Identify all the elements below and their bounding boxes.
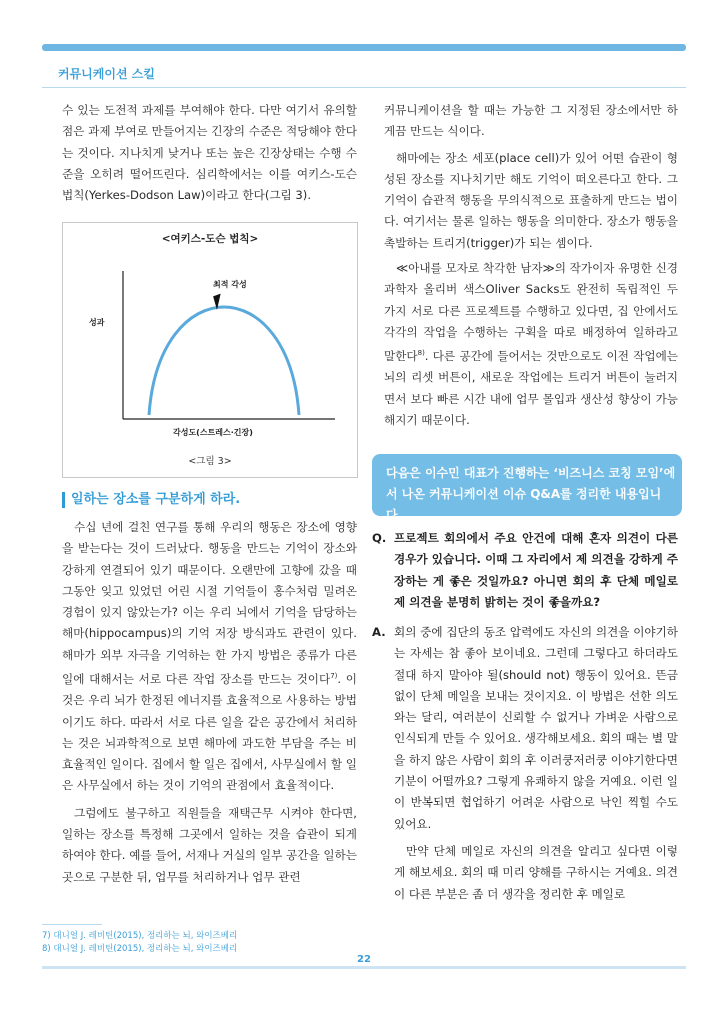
left-column-bottom <box>62 517 357 888</box>
figure-chart <box>63 223 357 477</box>
answer-marker: A. <box>372 625 386 639</box>
right-paragraph-3: ≪아내를 모자로 착각한 남자≫의 작가이자 유명한 신경과학자 올리버 색스Oliver Sacks도 완전히 독립적인 두 가지 서로 다른 프로젝트를 수행하고 있다면, 집 안에서도 각각의 작업을 수행하는 구획을 따로 배정하여 일하라고 말한다$^{8)}$. 다른 공간에 들어서는 것만으로도 이전 작업에는 뇌의 리셋 버튼이, 새로운 작업에는 트리거 버튼이 눌러지면서 보다 빠른 시간 내에 업무 몰입과 생산성 향상이 가능해지기 때문이다. <box>384 261 678 428</box>
performance-curve <box>149 307 299 415</box>
left-paragraph-1: 수 있는 도전적 과제를 부여해야 한다. 다만 여기서 유의할 점은 과제 부여로 만들어지는 긴장의 수준은 적당해야 한다는 것이다. 지나치게 낮거나 또는 높은 긴장상태는 수행 수준을 오히려 떨어뜨린다. 심리학에서는 이를 여키스-도슨 법칙(Yerkes-Dodson Law)이라고 한다(그림 3). <box>62 103 357 203</box>
answer-body <box>394 622 678 905</box>
right-column-top <box>384 100 678 431</box>
y-axis-label: 성과 <box>89 318 105 327</box>
x-axis-label: 각성도(스트레스·긴장) <box>173 428 253 437</box>
footnotes <box>42 930 237 956</box>
question-marker: Q. <box>372 531 387 545</box>
right-paragraph-2: 해마에는 장소 세포(place cell)가 있어 어떤 습관이 형성된 장소를 지나치기만 해도 기억이 떠오른다고 한다. 그 기억이 습관적 행동을 무의식적으로 표출하게 만드는 법이다. 여기서는 물론 일하는 행동을 의미한다. 장소가 행동을 촉발하는 트리거(trigger)가 되는 셈이다. <box>384 150 678 250</box>
footnote-ref-8: 8) <box>417 349 425 358</box>
answer-paragraph-1: 회의 중에 집단의 동조 압력에도 자신의 의견을 이야기하는 자세는 참 좋아 보이네요. 그런데 그렇다고 하더라도 절대 하지 말아야 될(should not) 행동이 있어요. 뜬금없이 단체 메일을 보내는 것이지요. 이 방법은 선한 의도와는 달리, 여러분이 신뢰할 수 없거나 가벼운 사람으로 인식되게 만들 수 있어요. 생각해보세요. 회의 때는 별 말을 하지 않은 사람이 회의 후 이러쿵저러쿵 이야기한다면 기분이 어떨까요? 그렇게 유쾌하지 않을 거예요. 이런 일이 반복되면 협업하기 어려운 사람으로 낙인 찍힐 수도 있어요. <box>394 625 678 831</box>
bottom-rule <box>42 966 686 969</box>
left-paragraph-2: 수십 년에 걸친 연구를 통해 우리의 행동은 장소에 영향을 받는다는 것이 드러났다. 행동을 만드는 기억이 장소와 강하게 연결되어 있기 때문이다. 오랜만에 고향에 갔을 때 그동안 잊고 있었던 어린 시절 기억들이 홍수처럼 밀려온 경험이 있지 않았는가? 이는 우리 뇌에서 기억을 담당하는 해마(hippocampus)의 기억 저장 방식과도 관련이 있다. 해마가 외부 자극을 기억하는 한 가지 방법은 종류가 다른 일에 대해서는 서로 다른 작업 장소를 만드는 것이다$^{7)}$. 이것은 우리 뇌가 한정된 에너지를 효율적으로 사용하는 방법이기도 하다. 따라서 서로 다른 일을 같은 공간에서 처리하는 것은 뇌과학적으로 보면 해마에 과도한 부담을 주는 비효율적인 일이다. 집에서 할 일은 집에서, 사무실에서 할 일은 사무실에서 하는 것이 기억의 관점에서 효율적이다. <box>62 520 357 793</box>
question-block <box>372 528 678 613</box>
subheading: 일하는 장소를 구분하게 하라. <box>62 492 240 508</box>
left-column-top <box>62 100 357 206</box>
footnote-7: 7) 대니얼 J. 레비틴(2015), 정리하는 뇌, 와이즈베리 <box>42 931 238 941</box>
qa-callout-box <box>372 454 682 522</box>
figure-title: <여키스-도슨 법칙> <box>161 233 259 245</box>
question-text: 프로젝트 회의에서 주요 안건에 대해 혼자 의견이 다른 경우가 있습니다. 이때 그 자리에서 제 의견을 강하게 주장하는 게 좋은 것일까요? 아니면 회의 후 단체 메일로 제 의견을 분명히 밝히는 것이 좋을까요? <box>394 531 678 609</box>
top-accent-bar <box>42 44 686 51</box>
yerkes-dodson-figure <box>62 222 358 478</box>
figure-caption: <그림 3> <box>188 456 232 467</box>
answer-block <box>372 622 678 905</box>
header-divider <box>42 87 686 88</box>
footnote-divider <box>42 924 102 925</box>
callout-text: 다음은 이수민 대표가 진행하는 ‘비즈니스 코칭 모임’에서 나온 커뮤니케이션 이슈 Q&A를 정리한 내용입니다. <box>386 466 676 522</box>
footnote-8: 8) 대니얼 J. 레비틴(2015), 정리하는 뇌, 와이즈베리 <box>42 944 238 954</box>
footnote-ref-7: 7) <box>330 672 338 681</box>
answer-paragraph-2: 만약 단체 메일로 자신의 의견을 알리고 싶다면 이렇게 해보세요. 회의 때 미리 양해를 구하시는 거예요. 의견이 다른 부분은 좀 더 생각을 정리한 후 메일로 <box>394 843 678 901</box>
section-header: 커뮤니케이션 스킬 <box>58 67 155 81</box>
page-number: 22 <box>0 954 728 965</box>
left-paragraph-3: 그럼에도 불구하고 직원들을 재택근무 시켜야 한다면, 일하는 장소를 특정해 그곳에서 일하는 것을 습관이 되게 하여야 한다. 예를 들어, 서재나 거실의 일부 공간을 일하는 곳으로 구분한 뒤, 업무를 처리하거나 업무 관련 <box>62 805 357 884</box>
peak-label: 최적 각성 <box>213 280 247 289</box>
right-paragraph-1: 커뮤니케이션을 할 때는 가능한 그 지정된 장소에서만 하게끔 만드는 식이다. <box>384 103 678 139</box>
